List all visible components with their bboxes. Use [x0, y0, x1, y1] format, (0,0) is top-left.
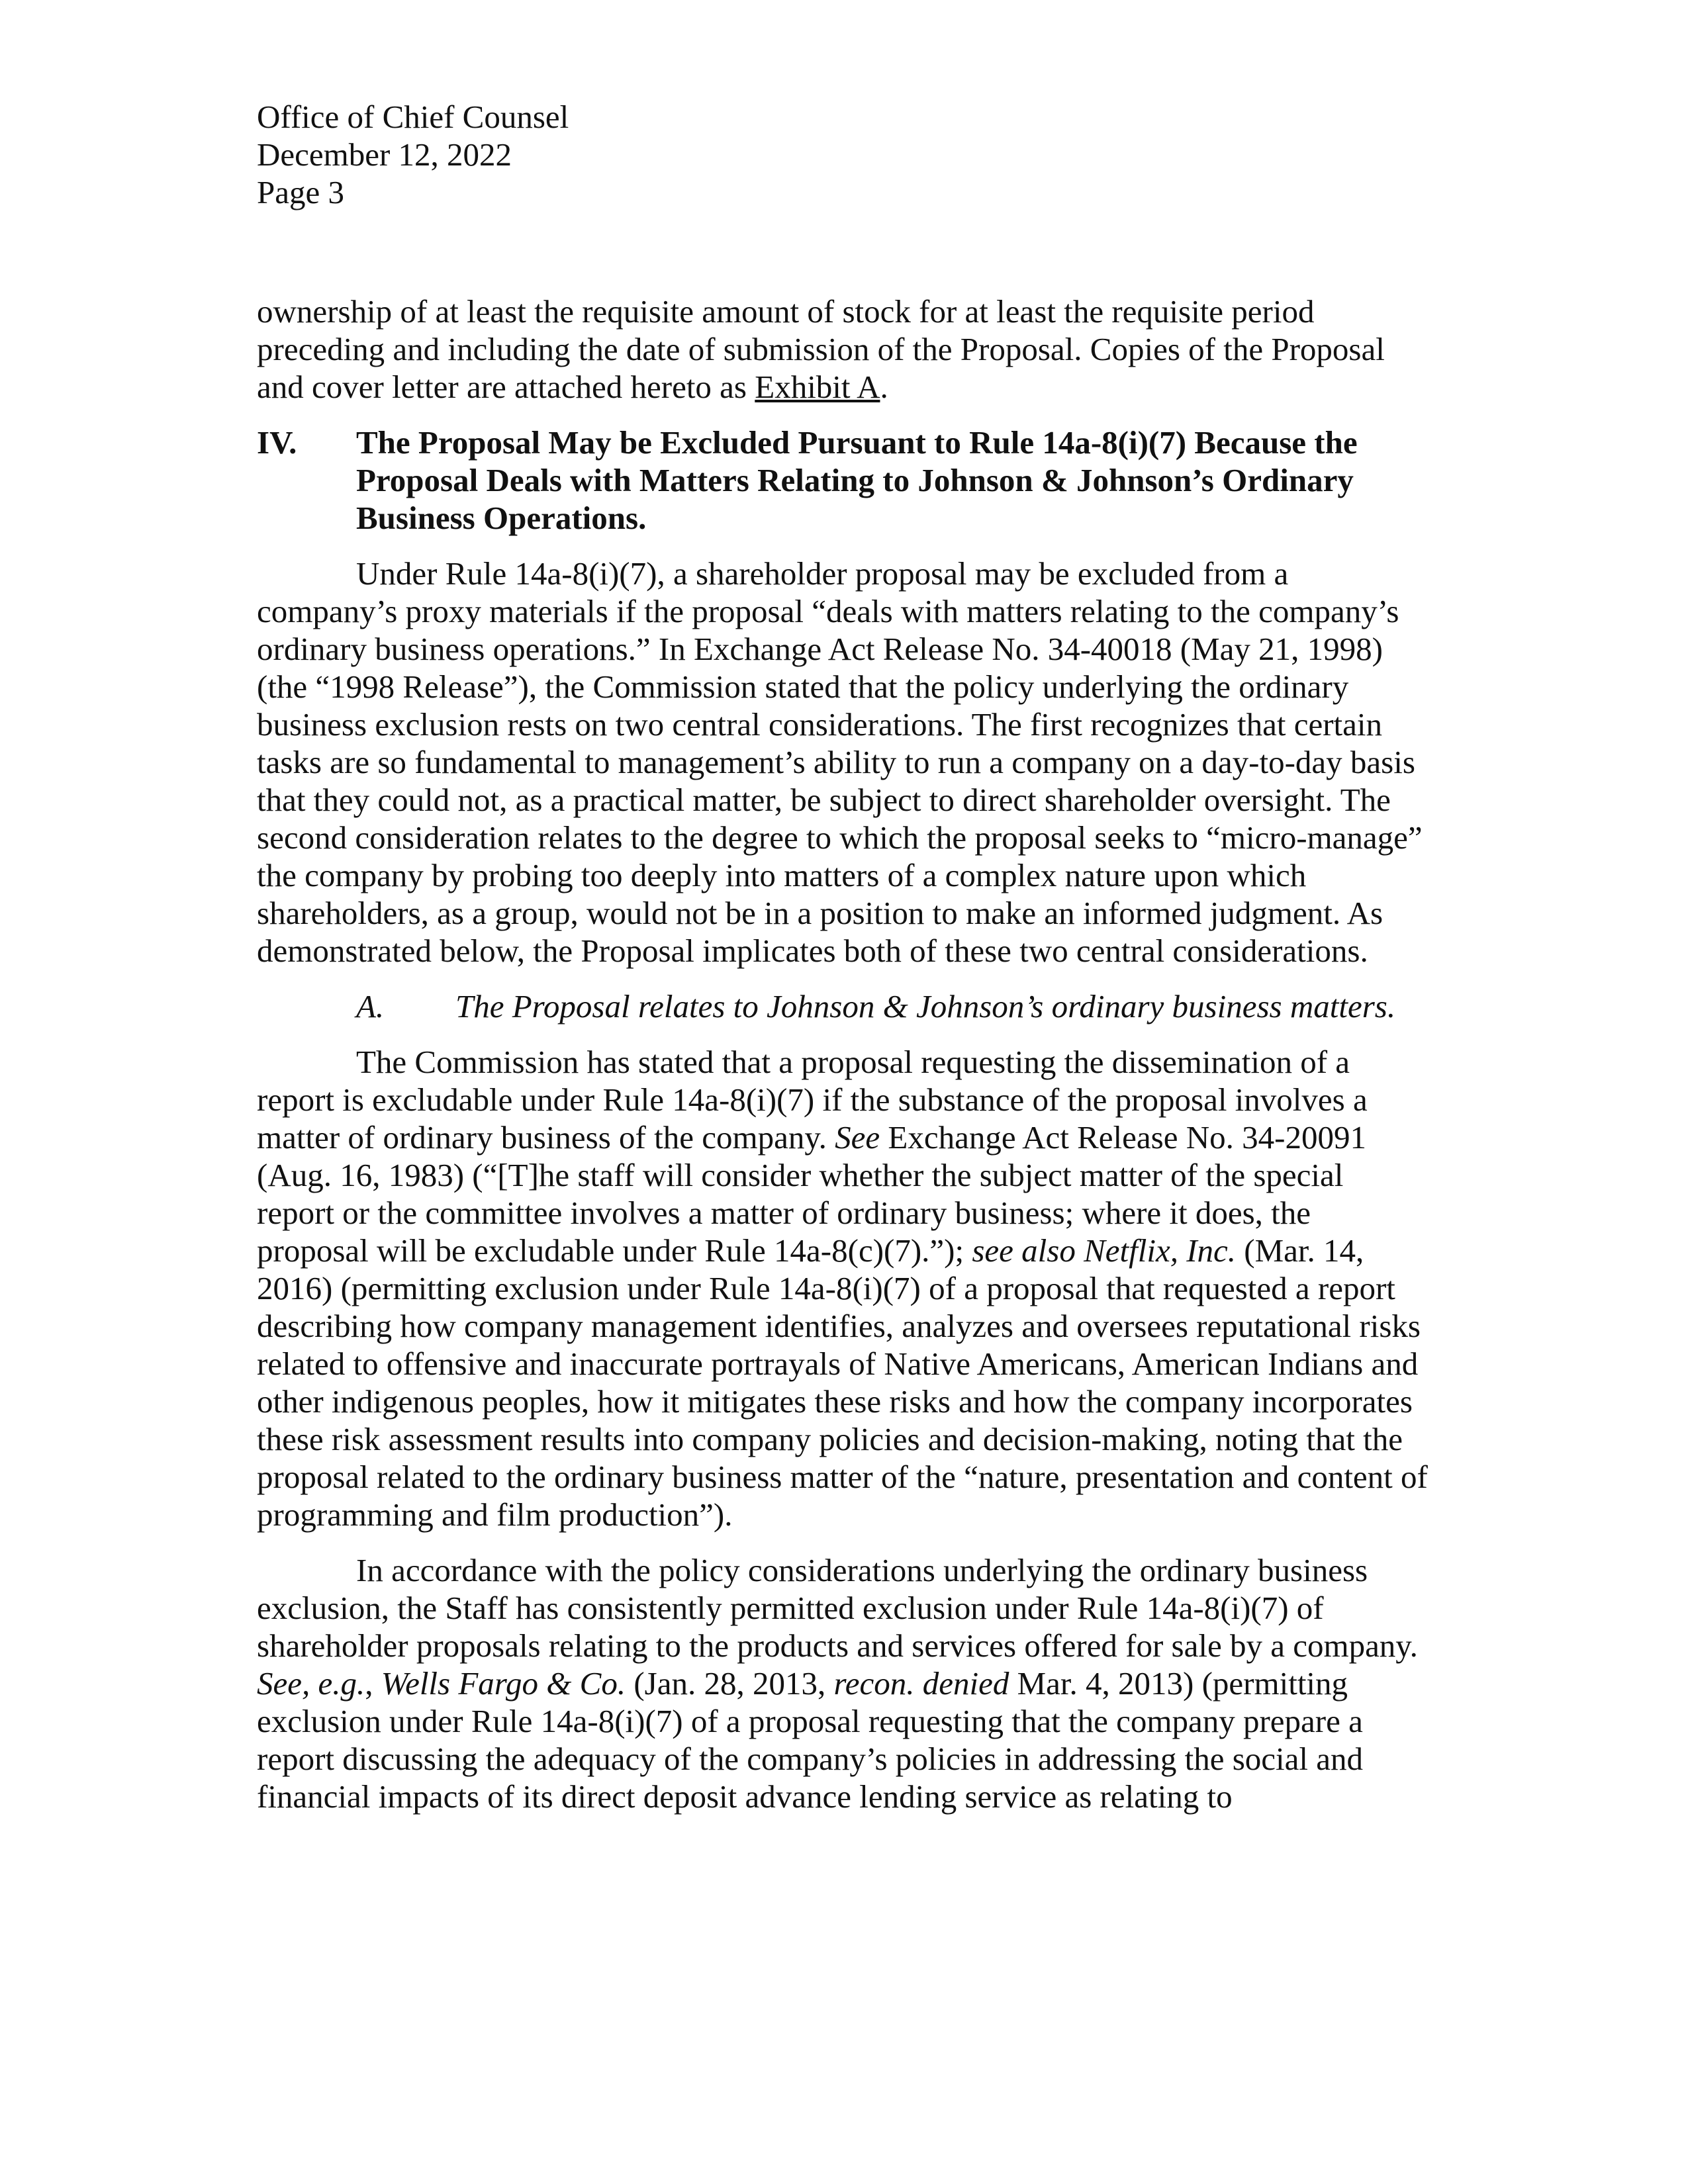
subsection-a-heading	[257, 987, 1429, 1025]
header-office: Office of Chief Counsel	[257, 99, 569, 135]
section-iv-title: The Proposal May be Excluded Pursuant to Rule 14a-8(i)(7) Because the Proposal Deals with Matters Relating to Johnson & Johnson’s Ordinary Business Operations.	[356, 424, 1358, 536]
section-iv-number: IV.	[257, 424, 297, 461]
section-iv-heading	[257, 424, 1429, 537]
para4-recon-denied: recon. denied	[833, 1665, 1009, 1702]
paragraph-commission-report	[257, 1043, 1429, 1533]
subsection-a-letter: A.	[356, 988, 385, 1024]
paragraph-ownership-end: .	[880, 369, 888, 405]
para4-see-eg: See, e.g.	[257, 1665, 365, 1702]
para4-text-1: In accordance with the policy considerations underlying the ordinary business exclusion, the Staff has consistently permitted exclusion under Rule 14a-8(i)(7) of shareholder proposals relating to the products and services offered for sale by a company.	[257, 1552, 1418, 1664]
para4-text-3: Mar. 4, 2013) (permitting exclusion under Rule 14a-8(i)(7) of a proposal requesting that the company prepare a report discussing the adequacy of the company’s policies in addressing the social and financial impacts of its direct deposit advance lending service as relating to	[257, 1665, 1364, 1815]
para3-text-2: Exchange Act Release No. 34-20091 (Aug. 16, 1983) (“[T]he staff will consider whether the subject matter of the special report or the committee involves a matter of ordinary business; where it does, the proposal will be excludable under Rule 14a-8(c)(7).”);	[257, 1119, 1366, 1269]
subsection-a-title: The Proposal relates to Johnson & Johnson’s ordinary business matters.	[455, 988, 1396, 1024]
exhibit-a-reference: Exhibit A	[755, 369, 880, 405]
header-date: December 12, 2022	[257, 136, 512, 173]
paragraph-ownership	[257, 293, 1429, 406]
para4-comma: ,	[365, 1665, 381, 1702]
paragraph-ownership-text: ownership of at least the requisite amount of stock for at least the requisite period preceding and including the date of submission of the Proposal. Copies of the Proposal and cover letter are attached hereto as	[257, 293, 1385, 405]
para4-text-2: (Jan. 28, 2013,	[626, 1665, 834, 1702]
header-page-number: Page 3	[257, 174, 344, 210]
document-page	[257, 98, 1429, 1815]
para3-see-also-netflix: see also Netflix, Inc.	[972, 1232, 1237, 1269]
para3-text-1: The Commission has stated that a proposal requesting the dissemination of a report is excludable under Rule 14a-8(i)(7) if the substance of the proposal involves a matter of ordinary business of the company.	[257, 1044, 1368, 1156]
paragraph-products-services	[257, 1551, 1429, 1815]
letter-header	[257, 98, 1429, 211]
para3-see: See	[835, 1119, 880, 1156]
para4-case-wells-fargo: Wells Fargo & Co.	[381, 1665, 626, 1702]
paragraph-rule-overview: Under Rule 14a-8(i)(7), a shareholder proposal may be excluded from a company’s proxy materials if the proposal “deals with matters relating to the company’s ordinary business operations.” In Exchange Act Release No. 34-40018 (May 21, 1998) (the “1998 Release”), the Commission stated that the policy underlying the ordinary business exclusion rests on two central considerations. The first recognizes that certain tasks are so fundamental to management’s ability to run a company on a day-to-day basis that they could not, as a practical matter, be subject to direct shareholder oversight. The second consideration relates to the degree to which the proposal seeks to “micro-manage” the company by probing too deeply into matters of a complex nature upon which shareholders, as a group, would not be in a position to make an informed judgment. As demonstrated below, the Proposal implicates both of these two central considerations.	[257, 555, 1423, 969]
para3-text-3: (Mar. 14, 2016) (permitting exclusion under Rule 14a-8(i)(7) of a proposal that requested a report describing how company management identifies, analyzes and oversees reputational risks related to offensive and inaccurate portrayals of Native Americans, American Indians and other indigenous peoples, how it mitigates these risks and how the company incorporates these risk assessment results into company policies and decision-making, noting that the proposal related to the ordinary business matter of the “nature, presentation and content of programming and film production”).	[257, 1232, 1428, 1533]
